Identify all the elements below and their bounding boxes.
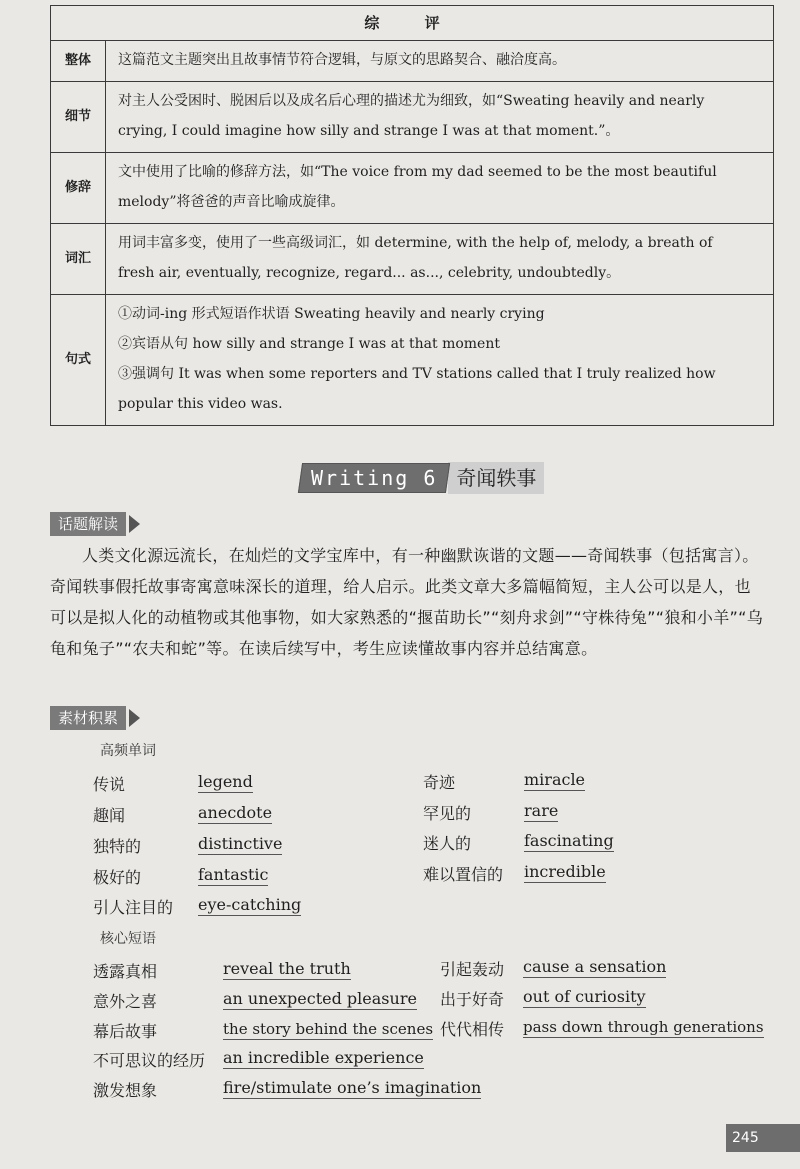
row-content bbox=[106, 295, 774, 426]
word-cn: 独特的 bbox=[93, 837, 142, 856]
word-en: anecdote bbox=[198, 803, 273, 822]
word-en: miracle bbox=[524, 770, 586, 789]
row-content bbox=[106, 41, 774, 82]
row-line: ②宾语从句 how silly and strange I was at that moment bbox=[118, 336, 500, 352]
row-line: 这篇范文主题突出且故事情节符合逻辑，与原文的思路契合、融洽度高。 bbox=[118, 52, 566, 68]
word-cn: 传说 bbox=[93, 775, 126, 794]
word-cn: 罕见的 bbox=[423, 804, 472, 823]
row-line: 对主人公受困时、脱困后以及成名后心理的描述尤为细致，如“Sweating heavily and nearly bbox=[118, 93, 705, 109]
word-cn: 迷人的 bbox=[423, 834, 472, 853]
table-row bbox=[51, 224, 774, 295]
section-title-cn: 奇闻轶事 bbox=[448, 462, 544, 494]
intro-paragraph: 人类文化源远流长，在灿烂的文学宝库中，有一种幽默诙谐的文题——奇闻轶事（包括寓言）。奇闻轶事假托故事寄寓意味深长的道理，给人启示。此类文章大多篇幅简短，主人公可以是人，也可以是拟人化的动植物或其他事物，如大家熟悉的“揠苗助长”“刻舟求剑”“守株待兔”“狼和小羊”“乌龟和兔子”“农夫和蛇”等。在读后续写中，考生应读懂故事内容并总结寓意。 bbox=[50, 546, 764, 658]
row-category: 词汇 bbox=[51, 224, 106, 295]
phrase-en: out of curiosity bbox=[523, 987, 646, 1006]
row-category: 句式 bbox=[51, 295, 106, 426]
row-content bbox=[106, 82, 774, 153]
review-heading: 综 评 bbox=[51, 6, 774, 41]
word-cn: 趣闻 bbox=[93, 806, 126, 825]
phrases-heading: 核心短语 bbox=[100, 931, 156, 947]
table-row bbox=[51, 295, 774, 426]
word-en: distinctive bbox=[198, 834, 283, 853]
row-line: melody”将爸爸的声音比喻成旋律。 bbox=[118, 194, 345, 210]
word-en: rare bbox=[524, 801, 559, 820]
word-en: legend bbox=[198, 772, 253, 791]
topic-tag bbox=[50, 512, 140, 536]
word-en: fantastic bbox=[198, 865, 269, 884]
phrase-en: the story behind the scenes bbox=[223, 1020, 434, 1038]
row-category: 整体 bbox=[51, 41, 106, 82]
phrase-cn: 代代相传 bbox=[440, 1020, 505, 1039]
table-row bbox=[51, 82, 774, 153]
word-cn: 极好的 bbox=[93, 868, 142, 887]
phrase-en: pass down through generations bbox=[523, 1018, 764, 1036]
phrase-cn: 透露真相 bbox=[93, 962, 158, 981]
word-cn: 引人注目的 bbox=[93, 898, 174, 917]
page-number: 245 bbox=[726, 1124, 800, 1152]
phrase-en: an unexpected pleasure bbox=[223, 989, 417, 1008]
triangle-arrow-icon bbox=[129, 709, 140, 727]
phrase-cn: 激发想象 bbox=[93, 1081, 158, 1100]
row-line: ①动词-ing 形式短语作状语 Sweating heavily and nearly crying bbox=[118, 306, 545, 322]
word-cn: 奇迹 bbox=[423, 773, 456, 792]
phrase-en: reveal the truth bbox=[223, 959, 351, 978]
section-title-banner bbox=[300, 462, 544, 494]
section-title-en: Writing 6 bbox=[311, 466, 438, 490]
word-en: eye-catching bbox=[198, 895, 302, 914]
words-heading: 高频单词 bbox=[100, 743, 156, 759]
section-title-en-box bbox=[298, 463, 451, 493]
row-line: 用词丰富多变，使用了一些高级词汇，如 determine, with the help of, melody, a breath of bbox=[118, 235, 713, 251]
row-category: 细节 bbox=[51, 82, 106, 153]
row-content bbox=[106, 153, 774, 224]
row-line: fresh air, eventually, recognize, regard... as..., celebrity, undoubtedly。 bbox=[118, 265, 621, 281]
triangle-arrow-icon bbox=[129, 515, 140, 533]
phrase-cn: 引起轰动 bbox=[440, 960, 505, 979]
word-en: fascinating bbox=[524, 831, 614, 850]
row-line: crying, I could imagine how silly and strange I was at that moment.”。 bbox=[118, 123, 620, 139]
table-row bbox=[51, 153, 774, 224]
row-line: ③强调句 It was when some reporters and TV stations called that I truly realized how bbox=[118, 366, 716, 382]
row-category: 修辞 bbox=[51, 153, 106, 224]
phrase-cn: 意外之喜 bbox=[93, 992, 158, 1011]
material-tag-label: 素材积累 bbox=[50, 706, 126, 730]
topic-tag-label: 话题解读 bbox=[50, 512, 126, 536]
table-row bbox=[51, 41, 774, 82]
phrase-cn: 出于好奇 bbox=[440, 990, 505, 1009]
word-cn: 难以置信的 bbox=[423, 865, 504, 884]
phrase-en: fire/stimulate one’s imagination bbox=[223, 1078, 482, 1097]
phrase-en: cause a sensation bbox=[523, 957, 667, 976]
material-tag bbox=[50, 706, 140, 730]
phrase-cn: 幕后故事 bbox=[93, 1022, 158, 1041]
row-content bbox=[106, 224, 774, 295]
row-line: popular this video was. bbox=[118, 396, 283, 412]
phrase-cn: 不可思议的经历 bbox=[93, 1051, 206, 1070]
phrase-en: an incredible experience bbox=[223, 1048, 424, 1067]
row-line: 文中使用了比喻的修辞方法，如“The voice from my dad seemed to be the most beautiful bbox=[118, 164, 717, 180]
word-en: incredible bbox=[524, 862, 606, 881]
review-table bbox=[50, 5, 774, 426]
